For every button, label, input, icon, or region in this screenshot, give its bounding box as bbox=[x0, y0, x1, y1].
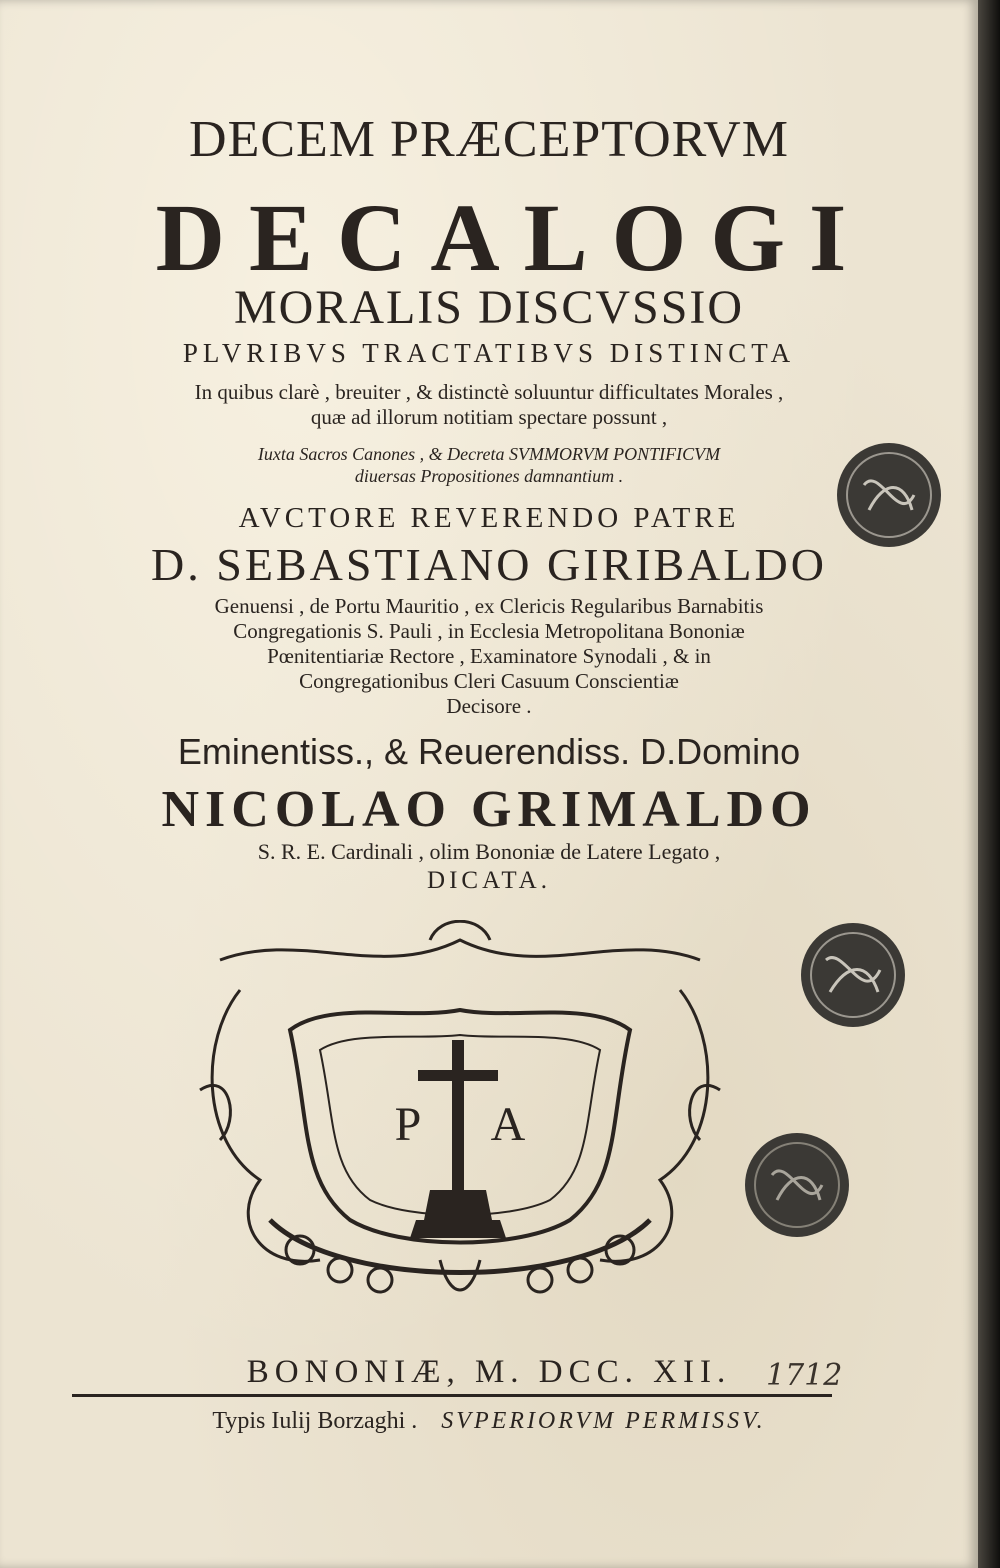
author-desc-line: Congregationis S. Pauli , in Ecclesia Metropolitana Bononiæ bbox=[233, 619, 745, 643]
subtitle-line-3: Iuxta Sacros Canones , & Decreta SVMMORVM PONTIFICVM bbox=[257, 444, 721, 464]
ornament-letter-a: A bbox=[490, 1098, 526, 1151]
author-description bbox=[0, 594, 978, 719]
subtitle-line-2: quæ ad illorum notitiam spectare possunt , bbox=[310, 405, 668, 429]
author-name: D. SEBASTIANO GIRIBALDO bbox=[151, 539, 827, 590]
author-desc-line: Congregationibus Cleri Casuum Conscientiæ bbox=[299, 669, 679, 693]
dicata: DICATA. bbox=[427, 867, 551, 894]
permission-text: SVPERIORVM PERMISSV. bbox=[441, 1408, 766, 1434]
imprint-place-date: BONONIÆ, M. DCC. XII. bbox=[246, 1354, 732, 1390]
title-line-1: DECEM PRÆCEPTORVM bbox=[189, 111, 789, 168]
subtitle-line-1: In quibus clarè , breuiter , & distinctè soluuntur difficultates Morales , bbox=[194, 380, 784, 404]
library-seal-icon bbox=[742, 1130, 852, 1240]
author-desc-line: Pœnitentiariæ Rectore , Examinatore Synodali , & in bbox=[267, 644, 711, 668]
dedicatee-name: NICOLAO GRIMALDO bbox=[161, 781, 817, 838]
printer-line bbox=[0, 1408, 978, 1435]
title-line-decalogi: DECALOGI bbox=[155, 184, 871, 291]
imprint-rule bbox=[72, 1394, 832, 1397]
book-edge bbox=[978, 0, 1000, 1568]
library-seal-icon bbox=[834, 440, 944, 550]
dedication-line: Eminentiss., & Reuerendiss. D.Domino bbox=[177, 731, 801, 772]
title-line-3: MORALIS DISCVSSIO bbox=[233, 281, 745, 334]
dedicatee-description: S. R. E. Cardinali , olim Bononiæ de Latere Legato , bbox=[257, 839, 721, 864]
printer-name: Typis Iulij Borzaghi . bbox=[212, 1408, 418, 1434]
printers-ornament bbox=[180, 920, 740, 1320]
subtitle-line-4: diuersas Propositiones damnantium . bbox=[354, 466, 624, 486]
author-intro: AVCTORE REVERENDO PATRE bbox=[238, 502, 740, 534]
title-line-4: PLVRIBVS TRACTATIBVS DISTINCTA bbox=[182, 338, 796, 368]
author-desc-line: Genuensi , de Portu Mauritio , ex Clericis Regularibus Barnabitis bbox=[214, 594, 764, 618]
author-desc-line: Decisore . bbox=[446, 694, 532, 718]
cross-icon bbox=[452, 1040, 464, 1190]
library-seal-icon bbox=[798, 920, 908, 1030]
ornament-letter-p: P bbox=[394, 1098, 422, 1151]
handwritten-year: 1712 bbox=[766, 1358, 843, 1393]
